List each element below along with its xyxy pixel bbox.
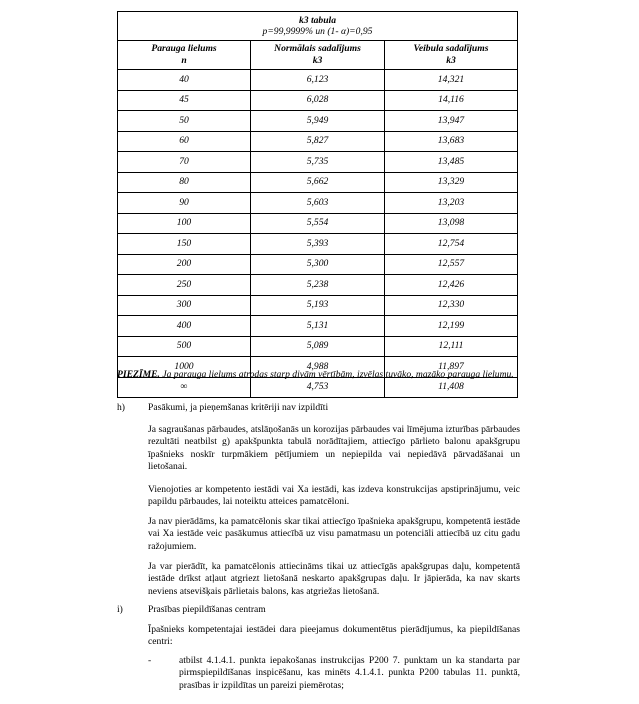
- cell-normal-k3: 5,300: [251, 254, 385, 275]
- table-title-row: [118, 12, 518, 41]
- cell-normal-k3: 6,123: [251, 70, 385, 91]
- cell-normal-k3: 5,193: [251, 295, 385, 316]
- cell-normal-k3: 5,603: [251, 193, 385, 214]
- section-h-paragraph-4: Ja var pierādīt, ka pamatcēlonis attiecināms tikai uz attiecīgās apakšgrupas daļu, kompetentā iestāde drīkst atļaut atgriezt lietošanā neskarto apakšgrupas daļu. Ir jāpierāda, ka nav skarts neviens atsevišķais pārlietais balons, kas atgriežas lietošanā.: [148, 561, 520, 597]
- bullet-dash: -: [148, 655, 152, 666]
- header-weibull-distribution: Veibula sadalījums k3: [385, 41, 518, 70]
- section-h-paragraph-2: Vienojoties ar kompetento iestādi vai Xa iestādi, kas izdeva konstrukcijas apstiprinājumu, veic papildu pārbaudes, lai noteiktu atteices pamatcēloni.: [148, 484, 520, 508]
- header-normal-distribution: Normālais sadalījums k3: [251, 41, 385, 70]
- cell-weibull-k3: 12,557: [385, 254, 518, 275]
- cell-weibull-k3: 12,754: [385, 234, 518, 255]
- cell-weibull-k3: 12,330: [385, 295, 518, 316]
- cell-weibull-k3: 12,426: [385, 275, 518, 296]
- section-h-paragraph-3: Ja nav pierādāms, ka pamatcēlonis skar tikai attiecīgo īpašnieka apakšgrupu, kompetentā iestāde vai Xa iestāde veic pasākumus attiecībā uz visu pamatmasu un potenciāli attiecībā uz citu gadu ražojumiem.: [148, 516, 520, 552]
- cell-normal-k3: 5,238: [251, 275, 385, 296]
- cell-weibull-k3: 12,199: [385, 316, 518, 337]
- cell-weibull-k3: 14,116: [385, 90, 518, 111]
- cell-sample-size: 50: [118, 111, 251, 132]
- section-h-paragraph-1: Ja sagraušanas pārbaudes, atslāņošanās un korozijas pārbaudes vai līmējuma izturības pārbaudes rezultāti neatbilst g) apakšpunkta tabulā norādītajiem, attiecīgo pārlieto balonu apakšgrupu īpašnieks noskīr turpmākiem pētījumiem un nepiepilda vai nepiedāvā pārvadāšanai un lietošanai.: [148, 424, 520, 472]
- cell-weibull-k3: 13,485: [385, 152, 518, 173]
- cell-weibull-k3: 13,098: [385, 213, 518, 234]
- table-row: [118, 213, 518, 234]
- cell-weibull-k3: 13,683: [385, 131, 518, 152]
- cell-sample-size: 90: [118, 193, 251, 214]
- table-row: [118, 111, 518, 132]
- table-row: [118, 152, 518, 173]
- section-h-label: h): [117, 402, 125, 413]
- table-row: [118, 90, 518, 111]
- cell-sample-size: 60: [118, 131, 251, 152]
- cell-normal-k3: 5,089: [251, 336, 385, 357]
- cell-sample-size: 1000: [118, 357, 251, 378]
- cell-normal-k3: 5,949: [251, 111, 385, 132]
- table-row: [118, 234, 518, 255]
- cell-weibull-k3: 13,947: [385, 111, 518, 132]
- cell-weibull-k3: 12,111: [385, 336, 518, 357]
- cell-sample-size: 100: [118, 213, 251, 234]
- table-row: [118, 131, 518, 152]
- cell-normal-k3: 5,827: [251, 131, 385, 152]
- section-i-intro: Īpašnieks kompetentajai iestādei dara pieejamus dokumentētus pierādījumus, ka piepildīšanas centri:: [148, 624, 520, 648]
- cell-normal-k3: 4,753: [251, 377, 385, 398]
- cell-sample-size: 200: [118, 254, 251, 275]
- cell-normal-k3: 5,131: [251, 316, 385, 337]
- cell-normal-k3: 4,988: [251, 357, 385, 378]
- table-title: k3 tabula: [298, 15, 337, 26]
- section-i-title: Prasības piepildīšanas centram: [148, 604, 266, 615]
- cell-sample-size: 400: [118, 316, 251, 337]
- table-row: [118, 193, 518, 214]
- cell-weibull-k3: 14,321: [385, 70, 518, 91]
- cell-weibull-k3: 13,329: [385, 172, 518, 193]
- cell-sample-size: 70: [118, 152, 251, 173]
- cell-sample-size: 40: [118, 70, 251, 91]
- cell-weibull-k3: 11,897: [385, 357, 518, 378]
- cell-weibull-k3: 11,408: [385, 377, 518, 398]
- cell-normal-k3: 6,028: [251, 90, 385, 111]
- table-note: [117, 369, 522, 381]
- table-row: [118, 316, 518, 337]
- table-row: [118, 275, 518, 296]
- cell-normal-k3: 5,662: [251, 172, 385, 193]
- cell-sample-size: 300: [118, 295, 251, 316]
- bullet-text: atbilst 4.1.4.1. punkta iepakošanas instrukcijas P200 7. punktam un ka standarta par pirmspiepildīšanas inspicēšanu, kas minēts 4.1.4.1. punkta P200 tabulas 11. punktā, prasības ir izpildītas un pareizi piemērotas;: [179, 655, 520, 691]
- cell-weibull-k3: 13,203: [385, 193, 518, 214]
- table-row: [118, 172, 518, 193]
- cell-sample-size: 250: [118, 275, 251, 296]
- cell-sample-size: 150: [118, 234, 251, 255]
- table-subtitle: p=99,9999% un (1- α)=0,95: [262, 26, 373, 37]
- table-row: [118, 70, 518, 91]
- note-lead: PIEZĪME.: [117, 369, 160, 380]
- section-i-label: i): [117, 604, 123, 615]
- table-row: [118, 254, 518, 275]
- cell-sample-size: ∞: [118, 377, 251, 398]
- table-row: [118, 295, 518, 316]
- note-text: Ja parauga lielums atrodas starp divām vērtībām, izvēlas tuvāko, mazāko parauga lielumu.: [159, 369, 514, 380]
- header-sample-size: Parauga lielums n: [118, 41, 251, 70]
- cell-normal-k3: 5,735: [251, 152, 385, 173]
- table-title-cell: [118, 12, 518, 41]
- cell-normal-k3: 5,393: [251, 234, 385, 255]
- section-h-title: Pasākumi, ja pieņemšanas kritēriji nav izpildīti: [148, 402, 329, 413]
- cell-sample-size: 500: [118, 336, 251, 357]
- k3-table: [117, 11, 518, 398]
- cell-sample-size: 80: [118, 172, 251, 193]
- table-header-row: [118, 41, 518, 70]
- cell-sample-size: 45: [118, 90, 251, 111]
- table-row: [118, 336, 518, 357]
- cell-normal-k3: 5,554: [251, 213, 385, 234]
